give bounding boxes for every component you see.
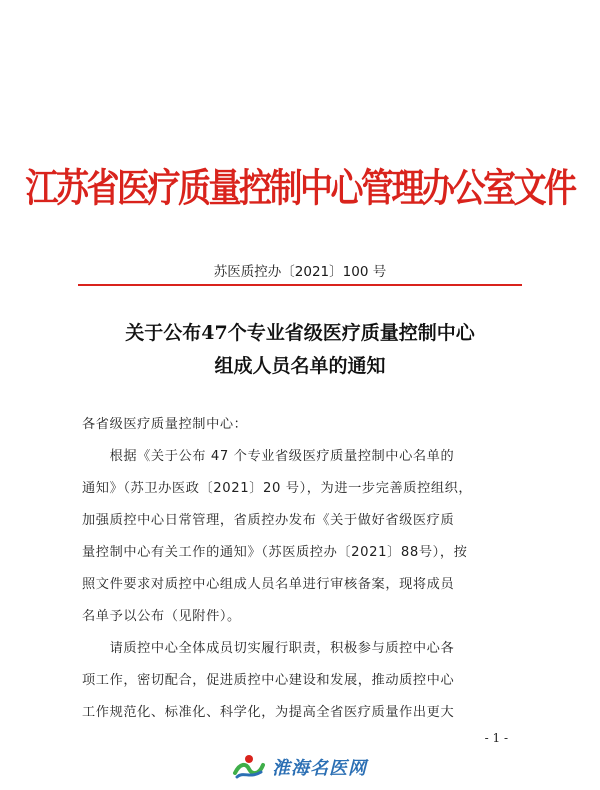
body-line: 根据《关于公布 47 个专业省级医疗质量控制中心名单的 bbox=[82, 449, 455, 464]
page-number: - 1 - bbox=[484, 731, 508, 745]
notice-title-line-2: 组成人员名单的通知 bbox=[214, 355, 386, 377]
body-line-salutation: 各省级医疗质量控制中心： bbox=[82, 417, 248, 432]
body-line: 工作规范化、标准化、科学化，为提高全省医疗质量作出更大 bbox=[82, 705, 455, 720]
document-number: 苏医质控办〔2021〕100 号 bbox=[213, 264, 387, 280]
red-divider-line bbox=[78, 284, 522, 286]
site-watermark bbox=[232, 752, 367, 782]
body-line: 项工作，密切配合，促进质控中心建设和发展，推动质控中心 bbox=[82, 673, 455, 688]
notice-title-line-1: 关于公布47个专业省级医疗质量控制中心 bbox=[125, 322, 475, 344]
body-line: 通知》（苏卫办医政〔2021〕20 号），为进一步完善质控组织， bbox=[82, 481, 473, 496]
body-line: 名单予以公布（见附件）。 bbox=[82, 609, 241, 624]
body-line: 请质控中心全体成员切实履行职责，积极参与质控中心各 bbox=[82, 641, 455, 656]
watermark-logo-icon bbox=[232, 753, 266, 781]
body-line: 加强质控中心日常管理，省质控办发布《关于做好省级医疗质 bbox=[82, 513, 455, 528]
office-header-title: 江苏省医疗质量控制中心管理办公室文件 bbox=[25, 165, 575, 212]
body-line: 照文件要求对质控中心组成人员名单进行审核备案，现将成员 bbox=[82, 577, 455, 592]
watermark-text: 淮海名医网 bbox=[272, 758, 367, 779]
body-line: 量控制中心有关工作的通知》（苏医质控办〔2021〕88号），按 bbox=[82, 545, 468, 560]
